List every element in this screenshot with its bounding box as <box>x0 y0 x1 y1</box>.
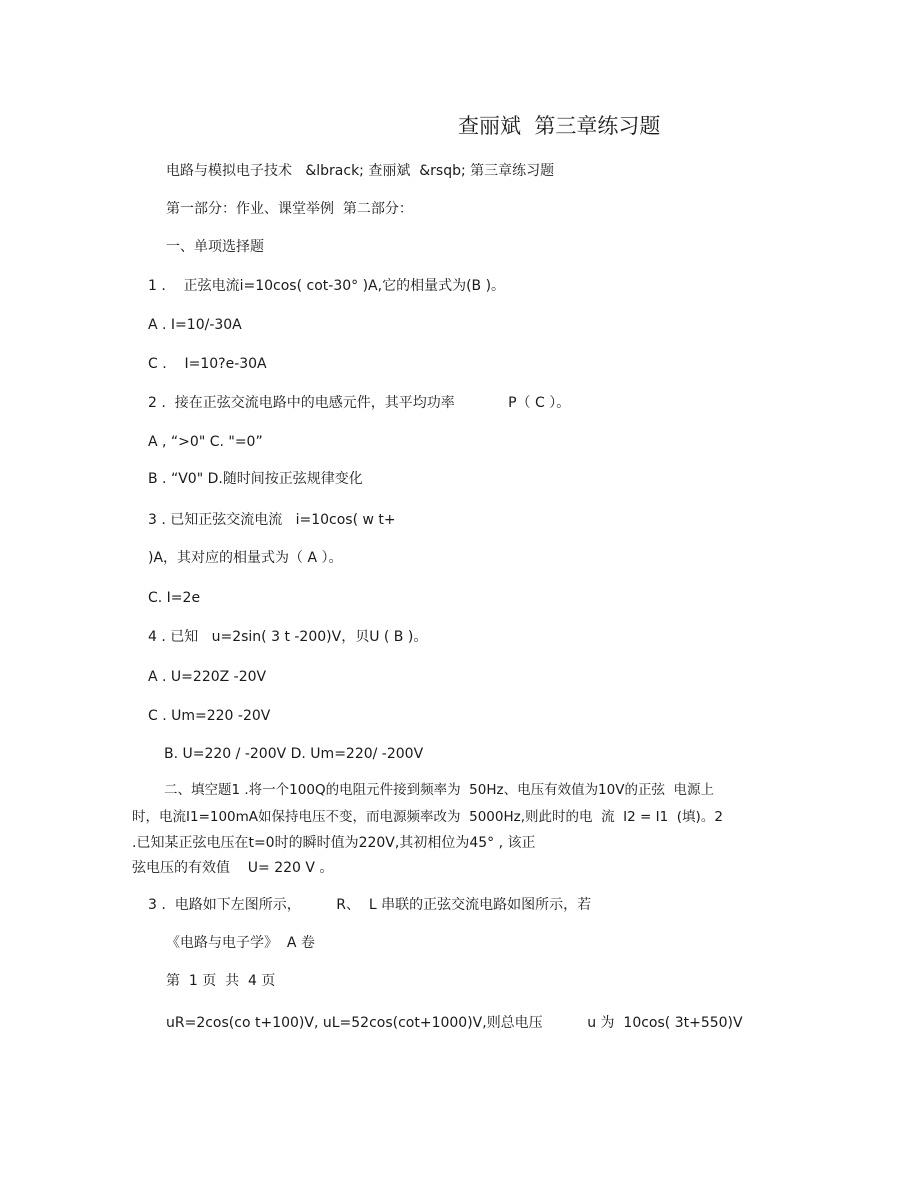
section-heading-choice: 一、单项选择题 <box>166 239 264 255</box>
part-heading: 第一部分：作业、课堂举例 第二部分： <box>166 201 413 217</box>
fill-in-paragraph-line: .已知某正弦电压在t=0时的瞬时值为220V,其初相位为45° , 该正 <box>132 835 536 851</box>
fill-in-paragraph-line: 二、填空题1 .将一个100Q的电阻元件接到频率为 50Hz、电压有效值为10V的正弦 电源上 <box>164 782 715 798</box>
option-line: B . “V0" D.随时间按正弦规律变化 <box>148 471 363 487</box>
page-number: 第 1 页 共 4 页 <box>166 973 276 989</box>
page-title: 查丽斌 第三章练习题 <box>458 114 661 138</box>
fill-in-paragraph-line: 时，电流I1=100mA如保持电压不变，而电源频率改为 5000Hz,则此时的电 流 I2 = I1 (填)。2 <box>132 809 723 825</box>
question-4: 4 . 已知 u=2sin( 3 t -200)V，贝U ( B )。 <box>148 629 428 645</box>
option-line: A . I=10/-30A <box>148 317 242 333</box>
option-line: A . U=220Z -20V <box>148 669 267 685</box>
option-line: C. I=2e <box>148 590 201 606</box>
question-2: 2 . 接在正弦交流电路中的电感元件，其平均功率 P（ C ）。 <box>148 395 571 411</box>
question-3-circuit: 3 . 电路如下左图所示， R、 L 串联的正弦交流电路如图所示，若 <box>148 897 592 913</box>
question-3: 3 . 已知正弦交流电流 i=10cos( w t+ <box>148 512 396 528</box>
option-line: C . I=10?e-30A <box>148 356 267 372</box>
fill-in-paragraph-line: 弦电压的有效值 U= 220 V 。 <box>132 860 334 876</box>
option-line: B. U=220 / -200V D. Um=220/ -200V <box>164 746 424 762</box>
option-line: A , “>0" C. "=0” <box>148 434 263 450</box>
exam-label: 《电路与电子学》 A 卷 <box>166 935 315 951</box>
subtitle-line: 电路与模拟电子技术 &lbrack; 查丽斌 &rsqb; 第三章练习题 <box>166 163 555 179</box>
formula-line: uR=2cos(co t+100)V, uL=52cos(cot+1000)V,则总电压 u 为 10cos( 3t+550)V <box>166 1015 743 1031</box>
option-line: C . Um=220 -20V <box>148 708 271 724</box>
question-3-continued: )A，其对应的相量式为（ A ）。 <box>148 550 343 566</box>
question-1: 1 . 正弦电流i=10cos( cot-30° )A,它的相量式为(B )。 <box>148 278 506 294</box>
